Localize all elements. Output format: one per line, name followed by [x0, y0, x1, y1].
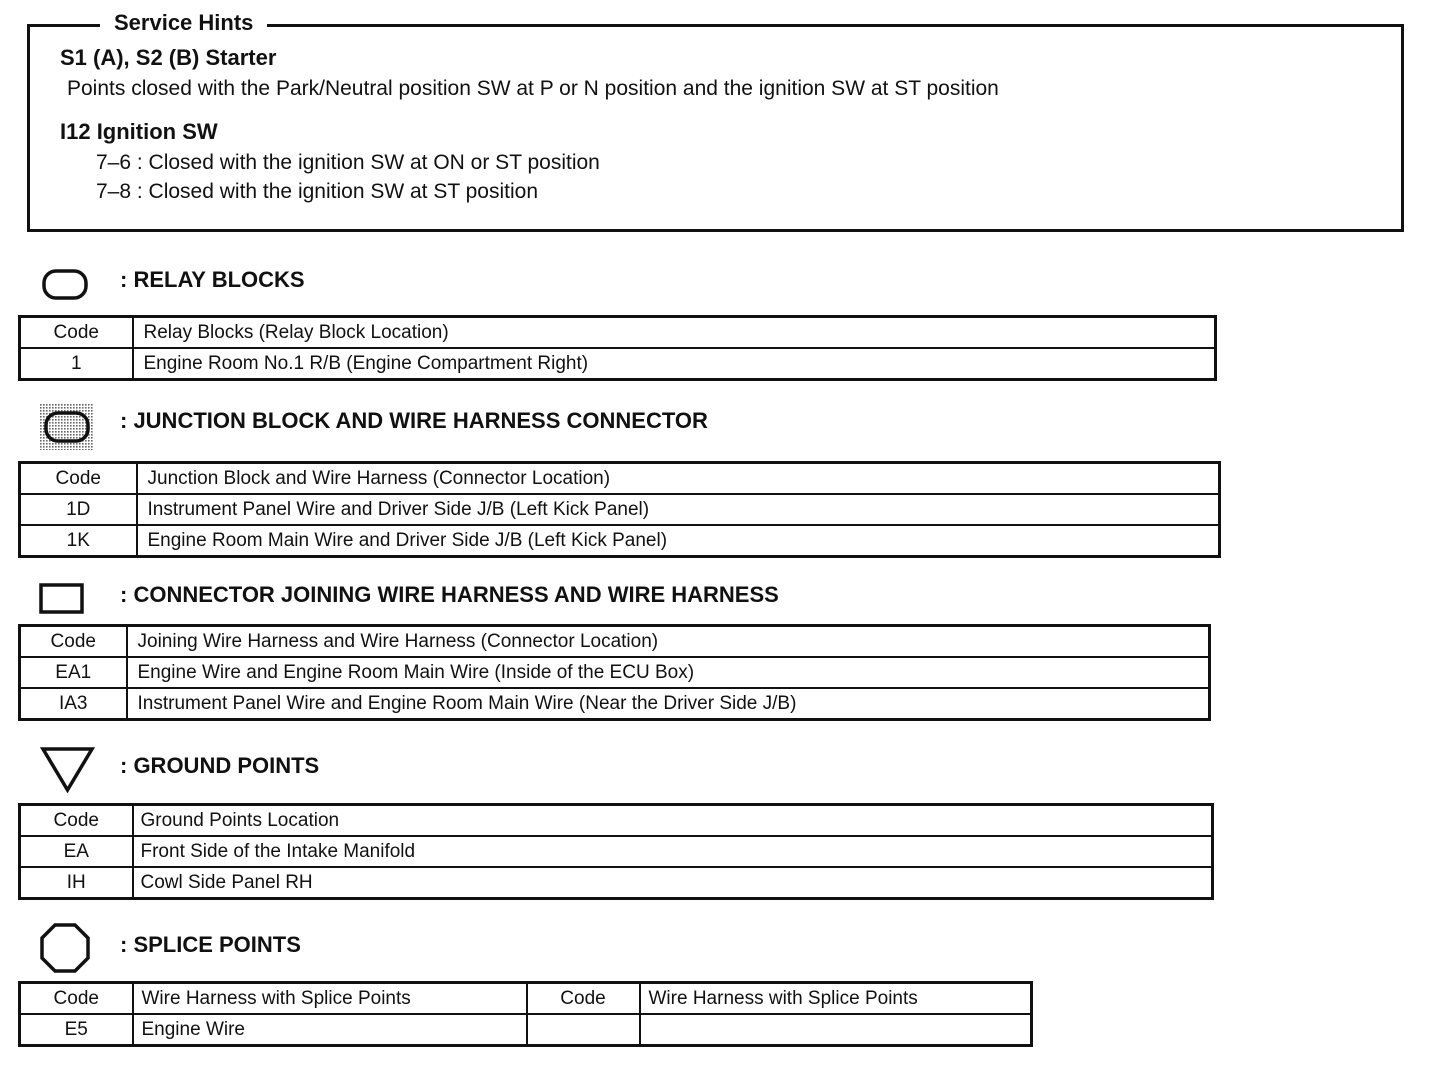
header-location: Relay Blocks (Relay Block Location): [133, 317, 1216, 349]
row-code-2: [527, 1014, 640, 1046]
row-code: IH: [20, 867, 133, 899]
header-code: Code: [20, 983, 133, 1015]
table-row: [20, 494, 1220, 525]
table-row: [20, 525, 1220, 557]
inverted-triangle-icon: [40, 746, 96, 794]
row-harness: Engine Wire: [133, 1014, 527, 1046]
junction-block-table: [18, 461, 1221, 558]
table-header-row: [20, 805, 1213, 837]
relay-blocks-table: [18, 315, 1217, 381]
header-location: Joining Wire Harness and Wire Harness (Connector Location): [127, 626, 1210, 658]
row-location: Front Side of the Intake Manifold: [133, 836, 1213, 867]
table-header-row: [20, 626, 1210, 658]
row-location: Cowl Side Panel RH: [133, 867, 1213, 899]
service-hints-title: Service Hints: [100, 8, 267, 38]
table-header-row: [20, 317, 1216, 349]
header-code: Code: [20, 463, 137, 495]
connectors-title: : CONNECTOR JOINING WIRE HARNESS AND WIRE HARNESS: [120, 582, 779, 607]
table-row: [20, 1014, 1032, 1046]
ignition-heading: I12 Ignition SW: [60, 119, 218, 144]
connectors-table: [18, 624, 1211, 721]
header-code: Code: [20, 626, 127, 658]
header-location: Junction Block and Wire Harness (Connector Location): [137, 463, 1220, 495]
row-harness-2: [640, 1014, 1032, 1046]
starter-heading: S1 (A), S2 (B) Starter: [60, 45, 277, 70]
header-harness: Wire Harness with Splice Points: [133, 983, 527, 1015]
ground-points-table: [18, 803, 1214, 900]
table-row: [20, 867, 1213, 899]
table-header-row: [20, 463, 1220, 495]
header-code: Code: [20, 317, 133, 349]
table-row: [20, 836, 1213, 867]
ground-points-title: : GROUND POINTS: [120, 753, 320, 778]
row-code: E5: [20, 1014, 133, 1046]
splice-points-table: [18, 981, 1033, 1047]
row-location: Instrument Panel Wire and Engine Room Main Wire (Near the Driver Side J/B): [127, 688, 1210, 720]
starter-text: Points closed with the Park/Neutral position SW at P or N position and the ignition SW at ST position: [67, 77, 999, 100]
header-code: Code: [20, 805, 133, 837]
octagon-icon: [39, 922, 91, 974]
relay-blocks-title: : RELAY BLOCKS: [120, 267, 305, 292]
row-location: Engine Room Main Wire and Driver Side J/B (Left Kick Panel): [137, 525, 1220, 557]
rounded-rectangle-icon: [42, 268, 88, 302]
table-row: [20, 657, 1210, 688]
row-location: Instrument Panel Wire and Driver Side J/B (Left Kick Panel): [137, 494, 1220, 525]
header-location: Ground Points Location: [133, 805, 1213, 837]
table-row: [20, 348, 1216, 380]
splice-points-title: : SPLICE POINTS: [120, 932, 301, 957]
ignition-line-1: 7–6 : Closed with the ignition SW at ON or ST position: [96, 151, 600, 174]
row-code: 1: [20, 348, 133, 380]
table-row: [20, 688, 1210, 720]
row-code: EA: [20, 836, 133, 867]
shaded-rounded-rectangle-icon: [40, 404, 94, 450]
table-header-row: [20, 983, 1032, 1015]
junction-block-title: : JUNCTION BLOCK AND WIRE HARNESS CONNECTOR: [120, 408, 708, 433]
ignition-line-2: 7–8 : Closed with the ignition SW at ST position: [96, 180, 539, 203]
row-location: Engine Wire and Engine Room Main Wire (Inside of the ECU Box): [127, 657, 1210, 688]
row-code: 1D: [20, 494, 137, 525]
row-code: IA3: [20, 688, 127, 720]
header-code-2: Code: [527, 983, 640, 1015]
row-code: 1K: [20, 525, 137, 557]
header-harness-2: Wire Harness with Splice Points: [640, 983, 1032, 1015]
row-code: EA1: [20, 657, 127, 688]
row-location: Engine Room No.1 R/B (Engine Compartment Right): [133, 348, 1216, 380]
rectangle-icon: [39, 583, 85, 615]
